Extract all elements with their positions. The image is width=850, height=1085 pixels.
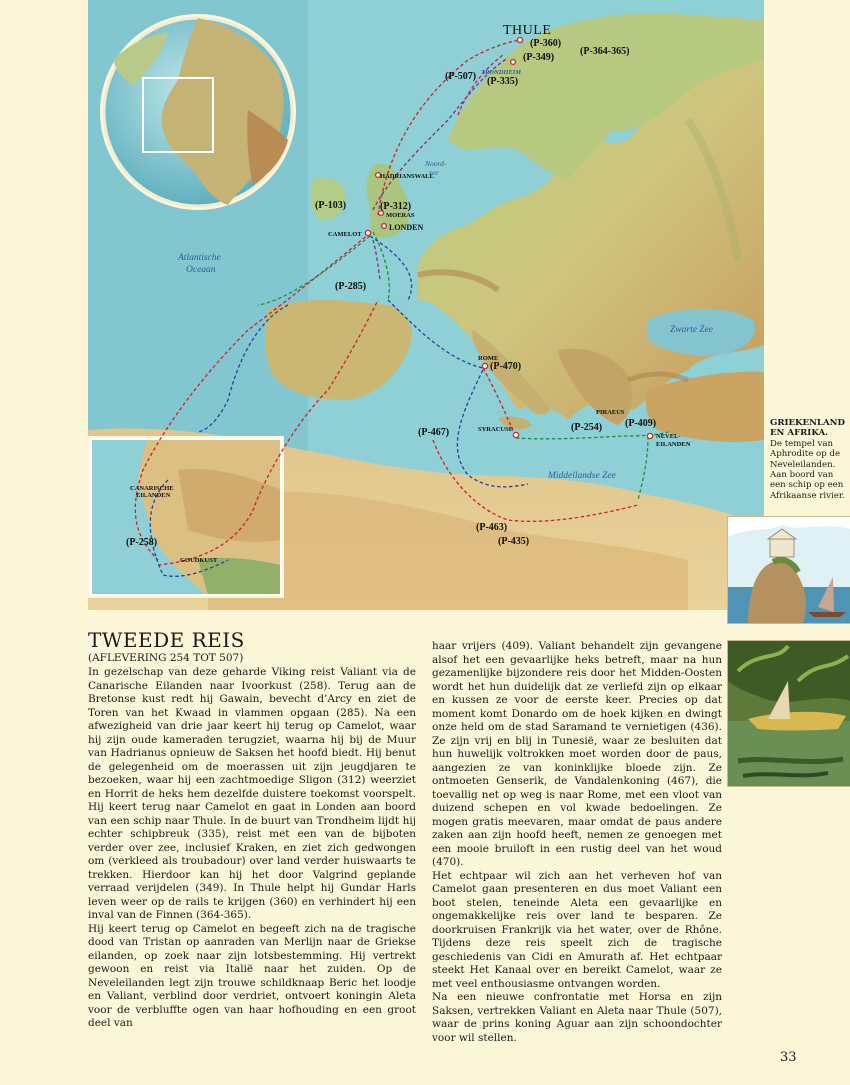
episode-p364: (P-364-365): [580, 46, 630, 57]
temple-illustration: [727, 516, 850, 624]
page-number: 33: [780, 1050, 797, 1065]
side-caption: [770, 418, 846, 501]
label-atlantische-1: Atlantische: [178, 253, 221, 263]
paragraph: Hij keert terug op Camelot en begeeft zich na de tragische dood van Tristan op aanraden van Merlijn naar de Griekse eilanden, op zoek naar zijn lotsbestemming. Hij vertrekt gewoon en reist via Italië naar het zuiden. Op de Neveleilanden legt zijn trouwe schildknaap Beric het loodje en Valiant, verblind door verdriet, ontvoert koningin Aleta voor de verbluffte ogen van haar hofhouding en een groot deel van: [88, 922, 416, 1029]
side-caption-body: De tempel van Aphrodite op de Neveleilanden. Aan boord van een schip op een Afrikaanse rivier.: [770, 438, 845, 501]
text-column-left: [88, 666, 416, 1031]
label-noordzee-2: zee: [429, 168, 439, 177]
label-syracuse: SYRACUSE: [478, 426, 514, 433]
episode-p254: (P-254): [571, 422, 603, 433]
city-nevel-marker: [647, 433, 652, 438]
episode-p360: (P-360): [530, 38, 562, 49]
label-nevel-1: NEVEL-: [656, 433, 681, 440]
route-map: [88, 0, 764, 610]
text-column-right: [432, 640, 722, 1045]
episode-p463: (P-463): [476, 522, 508, 533]
label-middellandse-zee: Middellandse Zee: [548, 471, 616, 481]
episode-p312: (P-312): [380, 201, 412, 212]
label-rome: ROME: [478, 355, 499, 362]
city-rome-marker: [482, 363, 487, 368]
label-camelot: CAMELOT: [328, 231, 362, 238]
africa-inset: [88, 436, 284, 598]
episode-p285: (P-285): [335, 281, 367, 292]
city-syracuse-marker: [513, 432, 518, 437]
episode-p258: (P-258): [126, 537, 158, 548]
city-trondheim-marker: [511, 60, 516, 65]
article-title: TWEEDE REIS: [88, 628, 245, 652]
paragraph: haar vrijers (409). Valiant behandelt zijn gevangene alsof het een gevaarlijke heks betreft, maar na hun gezamenlijke bijzondere reis door het Midden-Oosten wordt het hun duidelijk dat ze verliefd zijn op elkaar en kussen ze voor de eerste keer. Precies op dat moment komt Donardo om de hoek kijken en dwingt onze held om de stad Saramand te vernietigen (436). Ze zijn vrij en blij in Tunesië, waar ze besluiten dat hun huwelijk voltrokken moet worden door de paus, aangezien ze van koninklijke bloede zijn. Ze ontmoeten Genserik, de Vandalenkoning (467), die toevallig net op weg is naar Rome, met een vloot van duizend schepen en vol kwade bedoelingen. Ze mogen gratis meevaren, maar omdat de paus andere zaken aan zijn hoofd heeft, nemen ze genoegen met een mooie bruiloft in een rustig deel van het woud (470).: [432, 640, 722, 868]
side-caption-heading: GRIEKENLAND EN AFRIKA.: [770, 418, 845, 439]
episode-p470: (P-470): [490, 361, 522, 372]
city-londen-marker: [382, 224, 387, 229]
label-hadrianswall: HADRIANSWALL: [380, 173, 434, 180]
paragraph: In gezelschap van deze geharde Viking reist Valiant via de Canarische Eilanden naar Ivoorkust (258). Terug aan de Bretonse kust redt hij Gawain, bevecht d’Arcy en ziet de Toren van het Kwaad in vlammen opgaan (285). Na een afwezigheid van drie jaar keert hij terug op Camelot, waar hij zijn oude kameraden terugziet, waarna hij bij de Muur van Hadrianus opnieuw de Saksen het hoofd biedt. Hij benut de gelegenheid om de moerassen uit zijn jeugdjaren te bezoeken, waar hij een zachtmoedige Sligon (312) weerziet en Horrit de heks hem dezelfde duistere toekomst voorspelt. Hij keert terug naar Camelot en gaat in Londen aan boord van een schip naar Thule. In de buurt van Trondheim lijdt hij echter schipbreuk (335), reist met een van de bijboten verder over zee, inclusief Kraken, en ziet zich gedwongen om (verkleed als troubadour) over land verder huiswaarts te trekken. Hierdoor kan hij het door Valgrind geplande verraad verijdelen (349). In Thule helpt hij Gundar Harls leven weer op de rails te krijgen (360) en verhindert hij een inval van de Finnen (364-365).: [88, 666, 416, 921]
label-noordzee-1: Noord-: [425, 159, 447, 168]
label-londen: LONDEN: [389, 223, 424, 232]
episode-p435: (P-435): [498, 536, 530, 547]
jungle-river-illustration: [727, 640, 850, 787]
city-thule-marker: [517, 37, 522, 42]
label-canarische-2: EILANDEN: [136, 492, 171, 499]
episode-p103: (P-103): [315, 200, 347, 211]
article-subtitle: (AFLEVERING 254 TOT 507): [88, 652, 244, 664]
label-trondheim: TRONDHEIM: [481, 69, 522, 76]
paragraph: Na een nieuwe confrontatie met Horsa en zijn Saksen, vertrekken Valiant en Aleta naar Thule (507), waar de prins koning Aguar aan zijn schoondochter voor wil stellen.: [432, 991, 722, 1044]
label-atlantische-2: Oceaan: [186, 265, 216, 275]
paragraph: Het echtpaar wil zich aan het verheven hof van Camelot gaan presenteren en dus moet Valiant een boot stelen, teneinde Aleta een gevaarlijke en ongemakkelijke reis over land te besparen. Ze doorkruisen Frankrijk via het water, over de Rhône. Tijdens deze reis speelt zich de tragische geschiedenis van Cidi en Amurath af. Het echtpaar steekt Het Kanaal over en bereikt Camelot, waar ze met veel enthousiasme ontvangen worden.: [432, 869, 722, 990]
label-goudkust: GOUDKUST: [180, 557, 218, 564]
label-canarische-1: CANARISCHE: [130, 485, 174, 492]
label-thule: THULE: [503, 23, 552, 38]
label-moeras: MOERAS: [386, 212, 415, 219]
city-camelot-marker: [365, 230, 370, 235]
episode-p507: (P-507): [445, 71, 477, 82]
label-piraeus: PIRAEUS: [596, 409, 625, 416]
episode-p409: (P-409): [625, 418, 657, 429]
label-zwarte-zee: Zwarte Zee: [670, 325, 714, 335]
episode-p467: (P-467): [418, 427, 450, 438]
episode-p349: (P-349): [523, 52, 555, 63]
label-nevel-2: EILANDEN: [656, 441, 691, 448]
globe-inset: [100, 14, 296, 210]
episode-p335: (P-335): [487, 76, 519, 87]
